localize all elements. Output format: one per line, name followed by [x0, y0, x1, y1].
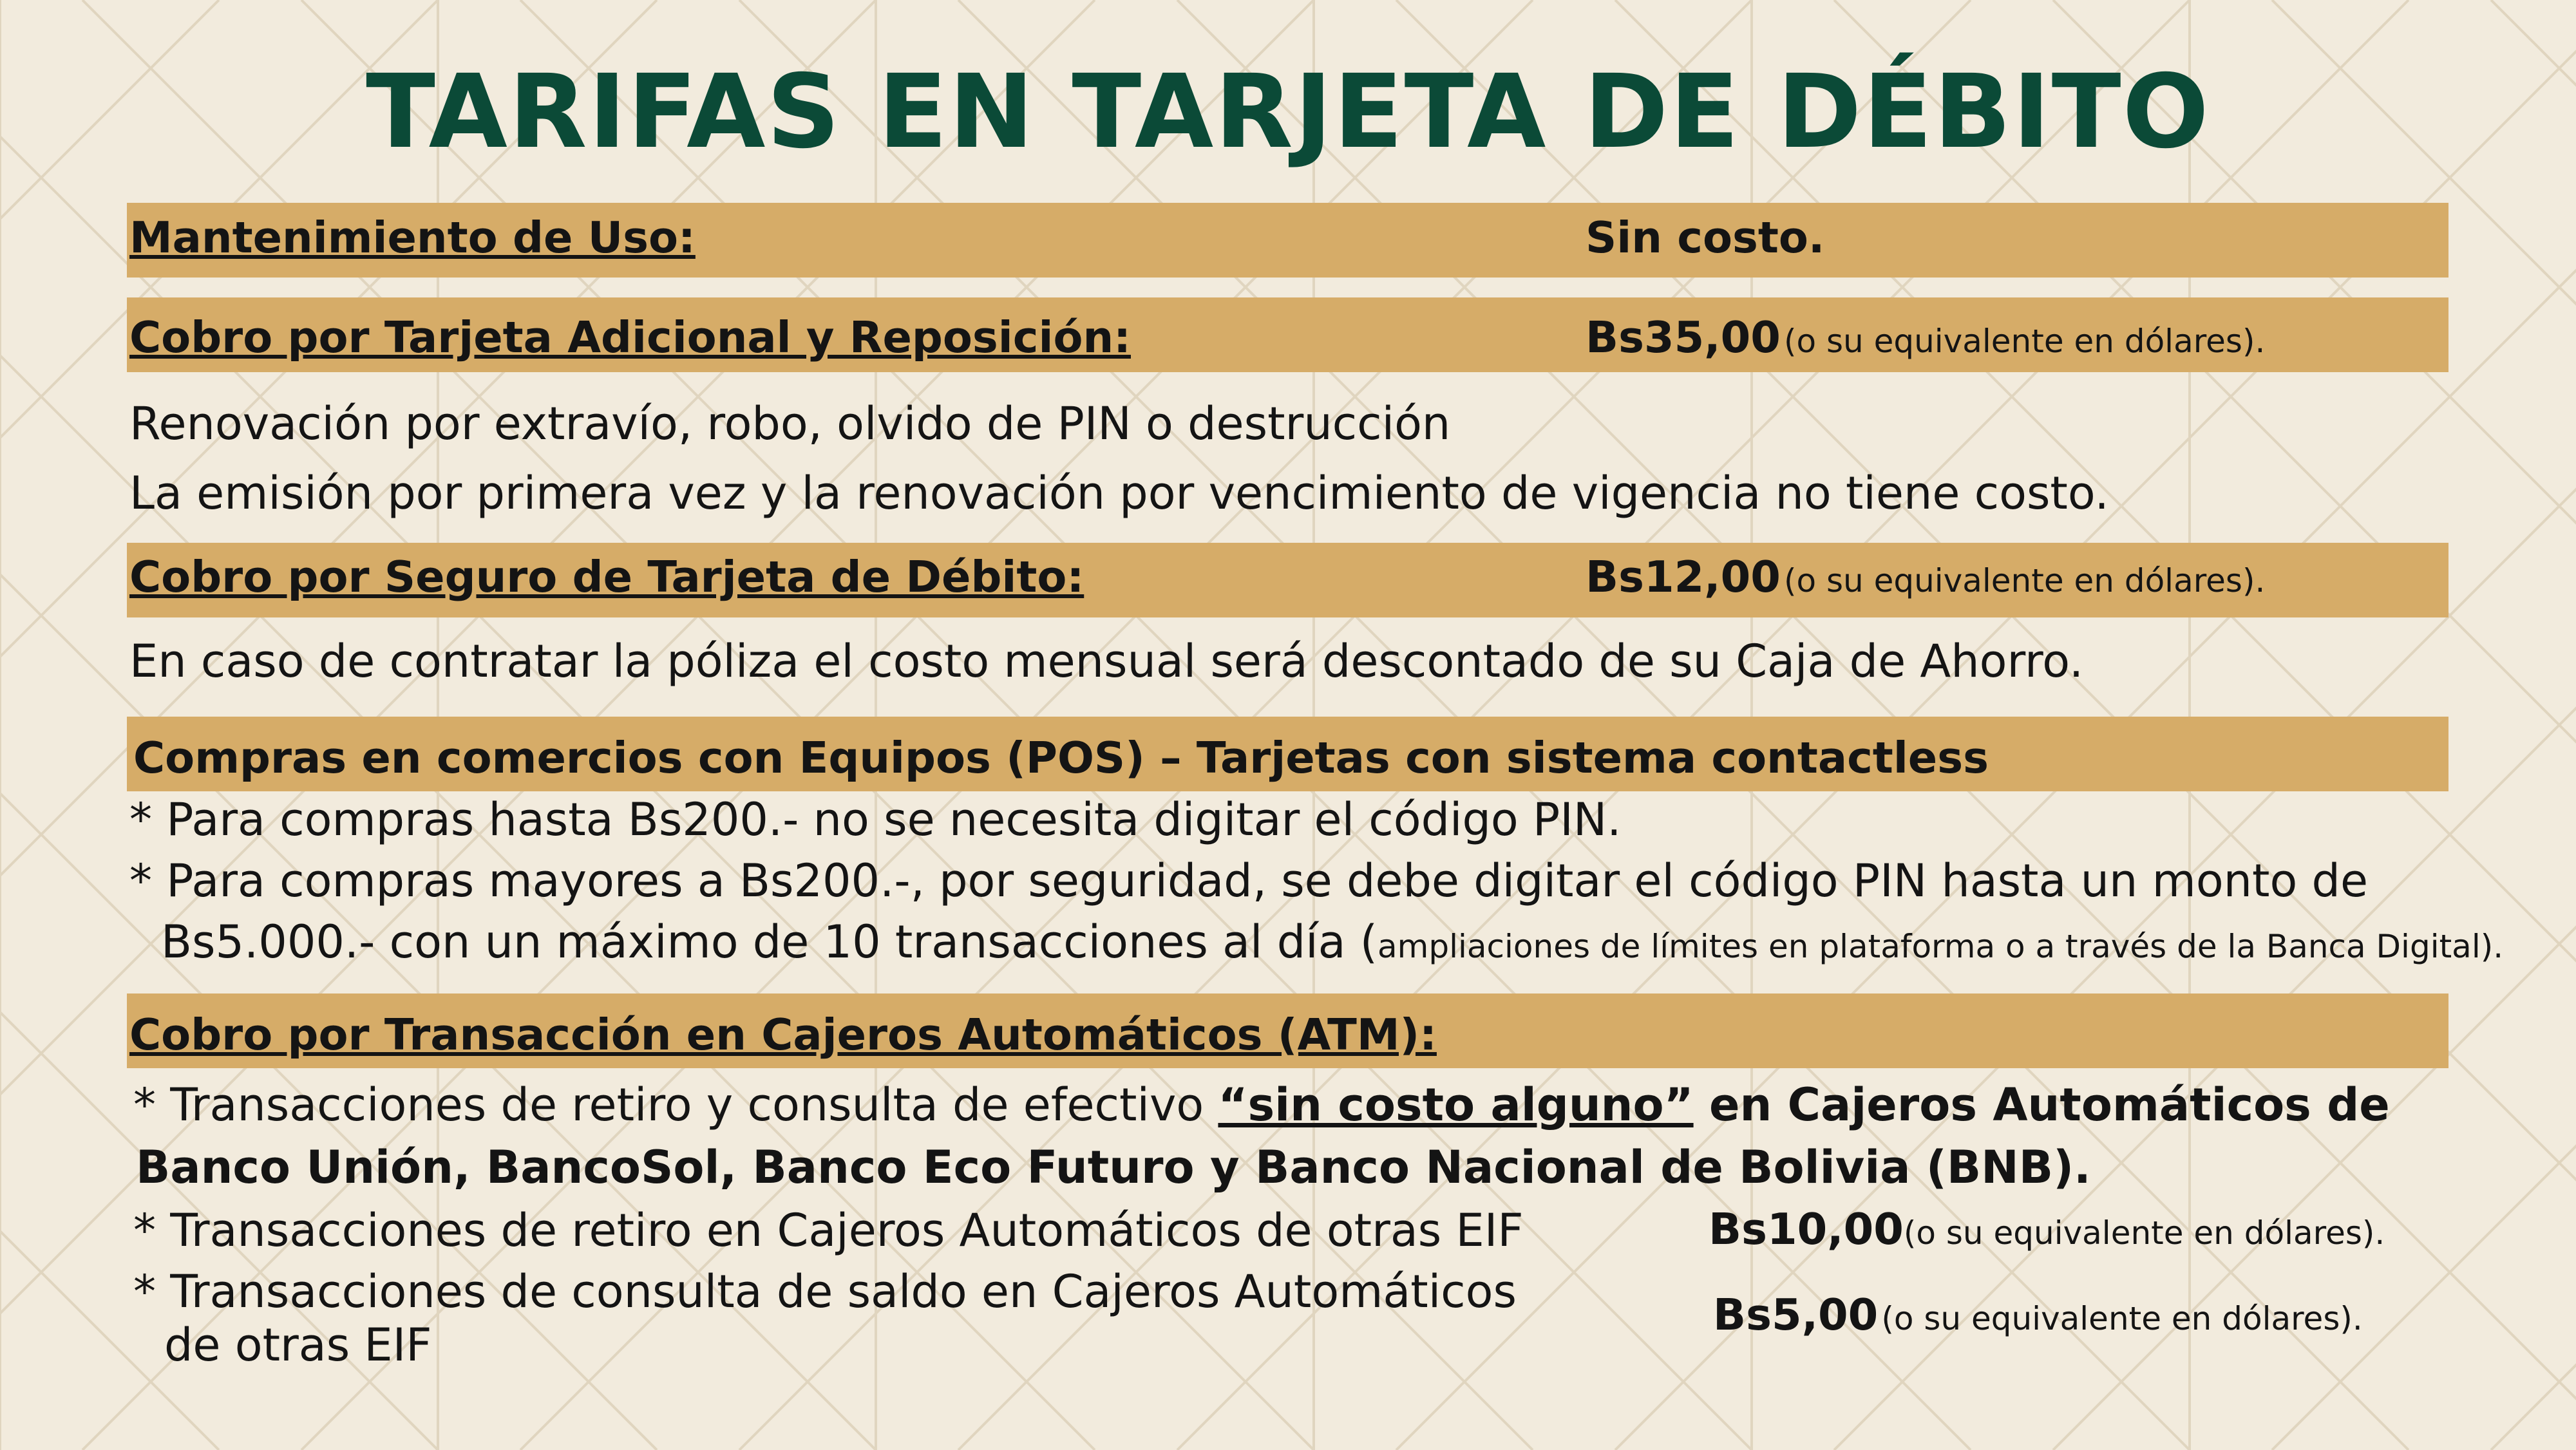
- text-renovacion: Renovación por extravío, robo, olvido de PIN o destrucción: [129, 397, 1451, 450]
- atm-item-1-highlight: “sin costo alguno”: [1218, 1078, 1694, 1131]
- value-adicional: Bs35,00: [1586, 312, 1781, 362]
- value-seguro-group: [1586, 552, 2265, 602]
- atm-item-1-pre: * Transacciones de retiro y consulta de efectivo: [133, 1078, 1218, 1131]
- label-seguro: Cobro por Seguro de Tarjeta de Débito:: [129, 552, 1084, 602]
- atm-item-3-note: (o su equivalente en dólares).: [1881, 1300, 2363, 1337]
- atm-item-3-cont: de otras EIF: [164, 1319, 432, 1371]
- label-atm: Cobro por Transacción en Cajeros Automáticos (ATM):: [129, 1010, 1437, 1060]
- text-poliza: En caso de contratar la póliza el costo mensual será descontado de su Caja de Ahorro.: [129, 635, 2084, 688]
- pos-item-2-line: Bs5.000.- con un máximo de 10 transacciones al día (: [161, 916, 1378, 968]
- pos-item-1: * Para compras hasta Bs200.- no se necesita digitar el código PIN.: [129, 793, 1622, 846]
- value-seguro: Bs12,00: [1586, 552, 1781, 602]
- note-seguro: (o su equivalente en dólares).: [1783, 562, 2266, 599]
- atm-item-2-note: (o su equivalente en dólares).: [1903, 1214, 2385, 1252]
- atm-item-1-post: en Cajeros Automáticos de: [1693, 1078, 2390, 1131]
- atm-item-2-value: Bs10,00: [1709, 1204, 1904, 1254]
- value-mantenimiento: Sin costo.: [1586, 212, 1825, 263]
- value-adicional-group: [1586, 312, 2265, 362]
- atm-item-1-banks: Banco Unión, BancoSol, Banco Eco Futuro y Banco Nacional de Bolivia (BNB).: [136, 1141, 2091, 1194]
- label-mantenimiento: Mantenimiento de Uso:: [129, 212, 696, 263]
- atm-item-2-value-group: [1709, 1204, 2385, 1254]
- page-title: TARIFAS EN TARJETA DE DÉBITO: [366, 53, 2210, 171]
- label-adicional: Cobro por Tarjeta Adicional y Reposición:: [129, 312, 1131, 362]
- pos-item-2-cont: [161, 916, 2503, 968]
- text-emision: La emisión por primera vez y la renovación por vencimiento de vigencia no tiene costo.: [129, 467, 2109, 520]
- atm-item-3-value-group: [1713, 1290, 2363, 1340]
- note-adicional: (o su equivalente en dólares).: [1783, 323, 2266, 360]
- pos-item-2-note: ampliaciones de límites en plataforma o a través de la Banca Digital).: [1378, 928, 2504, 965]
- atm-item-3-value: Bs5,00: [1713, 1290, 1879, 1340]
- label-pos: Compras en comercios con Equipos (POS) – Tarjetas con sistema contactless: [133, 733, 1989, 783]
- pos-item-2: * Para compras mayores a Bs200.-, por seguridad, se debe digitar el código PIN hasta un monto de: [129, 854, 2369, 907]
- atm-item-1: [133, 1078, 2390, 1131]
- atm-item-2: * Transacciones de retiro en Cajeros Automáticos de otras EIF: [133, 1204, 1524, 1257]
- atm-item-3: * Transacciones de consulta de saldo en Cajeros Automáticos: [133, 1265, 1517, 1318]
